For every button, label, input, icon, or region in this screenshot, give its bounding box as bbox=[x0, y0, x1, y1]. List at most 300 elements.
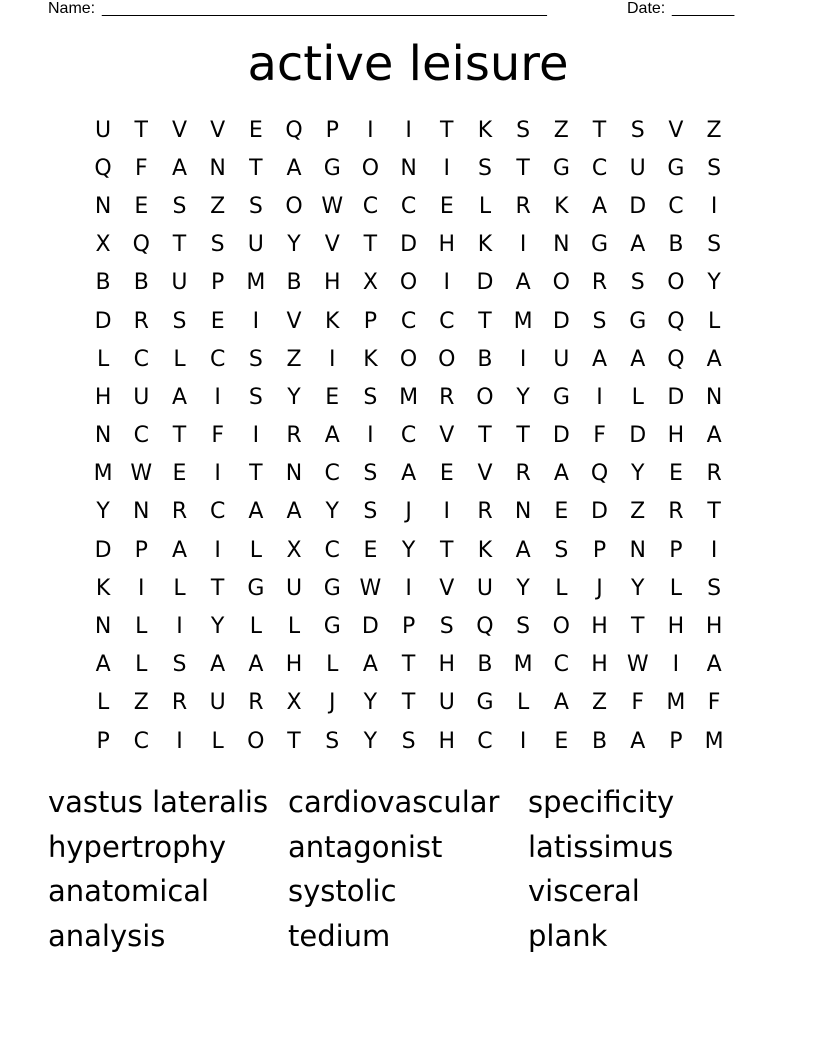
grid-cell: G bbox=[476, 690, 494, 716]
grid-cell: D bbox=[552, 423, 570, 449]
grid-cell: V bbox=[286, 308, 302, 334]
grid-cell: C bbox=[209, 499, 226, 525]
page-title: active leisure bbox=[247, 36, 569, 92]
grid-cell: I bbox=[252, 308, 260, 334]
grid-cell: W bbox=[359, 575, 382, 601]
grid-cell: F bbox=[134, 155, 148, 181]
grid-cell: S bbox=[248, 384, 263, 410]
grid-cell: K bbox=[477, 537, 493, 563]
grid-cell: V bbox=[439, 423, 455, 449]
word-list-item: antagonist bbox=[288, 829, 443, 864]
grid-cell: A bbox=[248, 499, 264, 525]
grid-cell: U bbox=[209, 690, 226, 716]
grid-cell: Q bbox=[667, 308, 685, 334]
grid-cell: W bbox=[626, 652, 649, 678]
grid-cell: A bbox=[592, 193, 608, 219]
grid-cell: I bbox=[214, 537, 221, 563]
grid-cell: Y bbox=[401, 537, 416, 563]
grid-cell: D bbox=[94, 537, 112, 563]
grid-cell: I bbox=[443, 270, 451, 296]
grid-cell: I bbox=[214, 384, 221, 410]
date-label: Date: bbox=[627, 0, 666, 17]
grid-cell: U bbox=[247, 232, 264, 258]
grid-cell: X bbox=[95, 232, 111, 258]
word-list-item: cardiovascular bbox=[288, 785, 500, 819]
grid-cell: B bbox=[477, 346, 493, 372]
grid-cell: S bbox=[325, 728, 340, 754]
grid-cell: K bbox=[554, 193, 569, 219]
grid-cell: S bbox=[363, 461, 378, 487]
grid-cell: T bbox=[630, 614, 645, 640]
grid-cell: F bbox=[593, 423, 606, 449]
grid-cell: H bbox=[591, 652, 608, 678]
grid-cell: W bbox=[321, 193, 344, 219]
grid-cell: A bbox=[592, 346, 608, 372]
grid-cell: I bbox=[176, 728, 183, 754]
grid-cell: Y bbox=[516, 384, 530, 410]
grid-cell: C bbox=[362, 193, 379, 219]
grid-cell: A bbox=[95, 652, 111, 678]
grid-cell: Z bbox=[706, 117, 722, 143]
grid-cell: A bbox=[630, 232, 646, 258]
grid-cell: E bbox=[554, 499, 569, 525]
grid-cell: S bbox=[707, 155, 722, 181]
grid-cell: P bbox=[401, 614, 416, 640]
grid-cell: A bbox=[286, 155, 302, 181]
grid-cell: R bbox=[591, 270, 608, 296]
grid-cell: B bbox=[286, 270, 302, 296]
grid-cell: G bbox=[323, 575, 341, 601]
grid-cell: G bbox=[323, 155, 341, 181]
grid-cell: X bbox=[362, 270, 378, 296]
grid-cell: N bbox=[514, 499, 532, 525]
grid-cell: D bbox=[400, 232, 418, 258]
word-list-item: systolic bbox=[288, 874, 397, 909]
grid-cell: I bbox=[328, 346, 336, 372]
grid-cell: T bbox=[134, 117, 148, 143]
grid-cell: D bbox=[667, 384, 685, 410]
grid-cell: A bbox=[515, 270, 531, 296]
grid-cell: R bbox=[515, 461, 531, 487]
grid-cell: P bbox=[669, 537, 683, 563]
grid-cell: H bbox=[94, 384, 112, 410]
grid-cell: H bbox=[438, 728, 456, 754]
grid-cell: L bbox=[135, 652, 148, 678]
grid-cell: I bbox=[519, 728, 527, 754]
grid-cell: N bbox=[705, 384, 723, 410]
grid-cell: Z bbox=[553, 117, 569, 143]
grid-cell: S bbox=[630, 117, 645, 143]
grid-cell: O bbox=[247, 728, 265, 754]
grid-cell: S bbox=[401, 728, 416, 754]
grid-cell: U bbox=[171, 270, 188, 296]
grid-cell: T bbox=[210, 575, 225, 601]
grid-cell: D bbox=[552, 308, 570, 334]
grid-cell: N bbox=[133, 499, 150, 525]
grid-cell: I bbox=[443, 499, 451, 525]
grid-cell: S bbox=[630, 270, 645, 296]
date-blank-line: _______ bbox=[672, 0, 735, 17]
grid-cell: C bbox=[324, 461, 340, 487]
grid-cell: I bbox=[252, 423, 260, 449]
grid-cell: C bbox=[477, 728, 493, 754]
grid-cell: L bbox=[478, 193, 492, 219]
grid-cell: I bbox=[405, 117, 412, 143]
grid-cell: T bbox=[516, 155, 530, 181]
grid-cell: M bbox=[704, 728, 724, 754]
word-list-item: anatomical bbox=[48, 874, 210, 909]
grid-cell: G bbox=[667, 155, 685, 181]
grid-cell: K bbox=[477, 232, 493, 258]
grid-cell: L bbox=[135, 614, 148, 640]
grid-cell: C bbox=[133, 728, 149, 754]
grid-cell: Q bbox=[476, 614, 494, 640]
grid-cell: T bbox=[592, 117, 607, 143]
grid-cell: R bbox=[668, 499, 684, 525]
grid-cell: D bbox=[591, 499, 608, 525]
grid-cell: C bbox=[668, 193, 684, 219]
word-list bbox=[48, 780, 768, 959]
grid-cell: Y bbox=[96, 499, 110, 525]
grid-cell: U bbox=[133, 384, 150, 410]
grid-cell: E bbox=[248, 117, 263, 143]
grid-cell: I bbox=[710, 193, 718, 219]
grid-cell: S bbox=[707, 575, 722, 601]
grid-cell: N bbox=[553, 232, 570, 258]
grid-cell: T bbox=[249, 155, 263, 181]
grid-cell: G bbox=[552, 384, 570, 410]
grid-cell: H bbox=[667, 614, 685, 640]
grid-cell: G bbox=[591, 232, 609, 258]
grid-cell: S bbox=[363, 499, 378, 525]
grid-cell: M bbox=[513, 308, 533, 334]
grid-cell: J bbox=[596, 575, 603, 601]
grid-cell: T bbox=[478, 308, 492, 334]
grid-cell: A bbox=[324, 423, 340, 449]
grid-cell: Z bbox=[630, 499, 646, 525]
grid-cell: B bbox=[133, 270, 149, 296]
grid-cell: L bbox=[631, 384, 644, 410]
grid-cell: D bbox=[361, 614, 379, 640]
grid-cell: T bbox=[401, 652, 416, 678]
grid-cell: A bbox=[706, 346, 722, 372]
header bbox=[48, 0, 748, 18]
grid-cell: G bbox=[323, 614, 341, 640]
grid-cell: C bbox=[133, 423, 149, 449]
grid-cell: R bbox=[706, 461, 722, 487]
grid-cell: P bbox=[96, 728, 110, 754]
grid-cell: A bbox=[706, 423, 722, 449]
grid-cell: L bbox=[287, 614, 301, 640]
grid-cell: A bbox=[171, 537, 187, 563]
grid-cell: I bbox=[367, 117, 374, 143]
grid-cell: I bbox=[405, 575, 412, 601]
grid-cell: O bbox=[667, 270, 685, 296]
grid-cell: M bbox=[246, 270, 266, 296]
grid-cell: R bbox=[515, 193, 531, 219]
grid-cell: D bbox=[476, 270, 494, 296]
grid-cell: R bbox=[477, 499, 493, 525]
grid-cell: K bbox=[477, 117, 493, 143]
grid-cell: L bbox=[326, 652, 339, 678]
grid-cell: O bbox=[476, 384, 494, 410]
grid-cell: S bbox=[248, 346, 263, 372]
grid-cell: V bbox=[439, 575, 455, 601]
grid-cell: Q bbox=[667, 346, 685, 372]
letter-grid bbox=[84, 111, 734, 760]
grid-cell: Z bbox=[591, 690, 608, 716]
grid-cell: R bbox=[171, 690, 188, 716]
grid-cell: S bbox=[248, 193, 263, 219]
grid-cell: B bbox=[668, 232, 684, 258]
grid-cell: R bbox=[171, 499, 188, 525]
grid-cell: I bbox=[176, 614, 183, 640]
grid-cell: L bbox=[211, 728, 224, 754]
grid-cell: A bbox=[553, 461, 569, 487]
grid-cell: Q bbox=[94, 155, 112, 181]
grid-cell: F bbox=[707, 690, 721, 716]
grid-cell: X bbox=[286, 690, 302, 716]
grid-cell: P bbox=[211, 270, 225, 296]
grid-cell: A bbox=[171, 384, 187, 410]
grid-cell: Z bbox=[133, 690, 149, 716]
word-list-item: specificity bbox=[528, 785, 675, 819]
grid-cell: Z bbox=[210, 193, 226, 219]
grid-cell: H bbox=[667, 423, 685, 449]
name-label: Name: bbox=[48, 0, 96, 17]
grid-cell: S bbox=[439, 614, 454, 640]
grid-cell: A bbox=[248, 652, 264, 678]
grid-cell: F bbox=[211, 423, 224, 449]
grid-cell: N bbox=[94, 423, 112, 449]
grid-cell: E bbox=[134, 193, 149, 219]
grid-cell: A bbox=[706, 652, 722, 678]
grid-cell: A bbox=[630, 728, 646, 754]
grid-cell: Y bbox=[363, 728, 378, 754]
grid-cell: B bbox=[95, 270, 111, 296]
grid-cell: A bbox=[401, 461, 417, 487]
grid-cell: I bbox=[710, 537, 718, 563]
grid-cell: O bbox=[399, 346, 418, 372]
grid-cell: P bbox=[363, 308, 378, 334]
grid-cell: M bbox=[399, 384, 419, 410]
grid-cell: A bbox=[362, 652, 378, 678]
grid-cell: S bbox=[516, 117, 531, 143]
grid-cell: C bbox=[324, 537, 340, 563]
grid-cell: C bbox=[209, 346, 226, 372]
grid-cell: L bbox=[707, 308, 721, 334]
grid-cell: T bbox=[287, 728, 301, 754]
grid-cell: J bbox=[328, 690, 336, 716]
grid-cell: Y bbox=[516, 575, 530, 601]
grid-cell: J bbox=[405, 499, 412, 525]
word-list-item: tedium bbox=[288, 919, 391, 954]
grid-cell: H bbox=[591, 614, 608, 640]
grid-cell: L bbox=[517, 690, 530, 716]
grid-cell: P bbox=[592, 537, 607, 563]
grid-cell: N bbox=[629, 537, 646, 563]
grid-cell: U bbox=[285, 575, 303, 601]
grid-cell: D bbox=[629, 423, 647, 449]
grid-cell: U bbox=[95, 117, 112, 143]
grid-cell: I bbox=[596, 384, 603, 410]
grid-cell: L bbox=[669, 575, 683, 601]
grid-cell: W bbox=[130, 461, 153, 487]
grid-cell: P bbox=[669, 728, 683, 754]
grid-cell: Y bbox=[707, 270, 721, 296]
grid-cell: T bbox=[363, 232, 378, 258]
grid-cell: S bbox=[210, 232, 225, 258]
grid-cell: S bbox=[172, 652, 187, 678]
grid-cell: C bbox=[133, 346, 149, 372]
grid-cell: Y bbox=[287, 232, 301, 258]
grid-cell: E bbox=[439, 461, 454, 487]
grid-cell: G bbox=[552, 155, 570, 181]
grid-cell: O bbox=[285, 193, 303, 219]
grid-cell: M bbox=[666, 690, 686, 716]
grid-cell: I bbox=[672, 652, 680, 678]
grid-cell: Y bbox=[325, 499, 339, 525]
grid-cell: U bbox=[476, 575, 494, 601]
grid-cell: L bbox=[96, 346, 110, 372]
grid-cell: I bbox=[519, 232, 527, 258]
grid-cell: S bbox=[554, 537, 569, 563]
grid-cell: C bbox=[553, 652, 570, 678]
grid-cell: G bbox=[247, 575, 265, 601]
grid-cell: S bbox=[172, 308, 187, 334]
grid-cell: C bbox=[400, 308, 417, 334]
grid-cell: P bbox=[325, 117, 339, 143]
grid-cell: Q bbox=[590, 461, 609, 487]
word-list-item: visceral bbox=[528, 874, 640, 909]
grid-cell: I bbox=[367, 423, 374, 449]
word-list-item: analysis bbox=[48, 919, 166, 954]
grid-cell: C bbox=[400, 193, 417, 219]
grid-cell: Q bbox=[132, 232, 150, 258]
word-list-item: plank bbox=[528, 919, 608, 954]
grid-cell: T bbox=[172, 423, 187, 449]
grid-cell: R bbox=[248, 690, 264, 716]
grid-cell: Q bbox=[285, 117, 303, 143]
grid-cell: D bbox=[629, 193, 647, 219]
grid-cell: B bbox=[477, 652, 493, 678]
grid-cell: O bbox=[399, 270, 418, 296]
grid-cell: H bbox=[285, 652, 303, 678]
grid-cell: L bbox=[249, 537, 262, 563]
grid-cell: H bbox=[705, 614, 723, 640]
grid-cell: T bbox=[707, 499, 721, 525]
grid-cell: A bbox=[515, 537, 531, 563]
grid-cell: R bbox=[133, 308, 149, 334]
grid-cell: Y bbox=[630, 461, 645, 487]
grid-cell: A bbox=[171, 155, 187, 181]
grid-cell: T bbox=[516, 423, 530, 449]
grid-cell: U bbox=[438, 690, 455, 716]
grid-cell: R bbox=[439, 384, 455, 410]
grid-cell: E bbox=[439, 193, 454, 219]
grid-cell: P bbox=[134, 537, 148, 563]
grid-cell: Y bbox=[363, 690, 378, 716]
word-list-item: vastus lateralis bbox=[48, 785, 269, 819]
grid-cell: L bbox=[96, 690, 110, 716]
grid-cell: E bbox=[325, 384, 340, 410]
grid-cell: N bbox=[94, 193, 112, 219]
word-list-item: hypertrophy bbox=[48, 829, 227, 864]
grid-cell: O bbox=[552, 270, 570, 296]
grid-cell: K bbox=[325, 308, 340, 334]
grid-cell: E bbox=[554, 728, 569, 754]
grid-cell: A bbox=[286, 499, 302, 525]
grid-cell: X bbox=[286, 537, 302, 563]
grid-cell: S bbox=[592, 308, 607, 334]
grid-cell: O bbox=[361, 155, 380, 181]
grid-cell: L bbox=[173, 346, 186, 372]
grid-cell: L bbox=[555, 575, 568, 601]
grid-cell: L bbox=[173, 575, 186, 601]
grid-cell: C bbox=[591, 155, 608, 181]
grid-cell: O bbox=[438, 346, 456, 372]
grid-cell: T bbox=[478, 423, 492, 449]
grid-cell: A bbox=[630, 346, 646, 372]
grid-cell: V bbox=[210, 117, 226, 143]
grid-cell: Y bbox=[287, 384, 301, 410]
grid-cell: V bbox=[171, 117, 187, 143]
grid-cell: O bbox=[552, 614, 570, 640]
grid-cell: I bbox=[519, 346, 527, 372]
grid-cell: H bbox=[438, 232, 456, 258]
name-blank-line: __________________________________________________ bbox=[102, 0, 547, 17]
grid-cell: Z bbox=[286, 346, 302, 372]
grid-cell: D bbox=[94, 308, 112, 334]
grid-cell: H bbox=[323, 270, 341, 296]
grid-cell: E bbox=[210, 308, 225, 334]
grid-cell: S bbox=[707, 232, 722, 258]
grid-cell: N bbox=[285, 461, 303, 487]
grid-cell: T bbox=[440, 537, 454, 563]
grid-cell: L bbox=[249, 614, 262, 640]
grid-cell: S bbox=[172, 193, 187, 219]
grid-cell: S bbox=[477, 155, 492, 181]
grid-cell: E bbox=[668, 461, 683, 487]
grid-cell: E bbox=[363, 537, 378, 563]
grid-cell: Y bbox=[210, 614, 225, 640]
grid-cell: S bbox=[363, 384, 378, 410]
grid-cell: Y bbox=[630, 575, 645, 601]
grid-cell: I bbox=[138, 575, 145, 601]
grid-cell: F bbox=[631, 690, 645, 716]
grid-cell: B bbox=[591, 728, 608, 754]
grid-cell: T bbox=[172, 232, 187, 258]
grid-cell: N bbox=[209, 155, 226, 181]
grid-cell: U bbox=[629, 155, 646, 181]
grid-cell: H bbox=[438, 652, 456, 678]
grid-cell: A bbox=[210, 652, 226, 678]
grid-cell: V bbox=[668, 117, 684, 143]
grid-cell: T bbox=[249, 461, 263, 487]
grid-cell: M bbox=[93, 461, 113, 487]
grid-cell: I bbox=[214, 461, 221, 487]
grid-cell: N bbox=[94, 614, 112, 640]
word-list-item: latissimus bbox=[528, 829, 674, 864]
grid-cell: C bbox=[400, 423, 417, 449]
grid-cell: A bbox=[553, 690, 569, 716]
grid-cell: V bbox=[324, 232, 340, 258]
grid-cell: I bbox=[443, 155, 451, 181]
grid-cell: T bbox=[401, 690, 416, 716]
grid-cell: C bbox=[439, 308, 455, 334]
grid-cell: R bbox=[286, 423, 302, 449]
grid-cell: K bbox=[363, 346, 378, 372]
